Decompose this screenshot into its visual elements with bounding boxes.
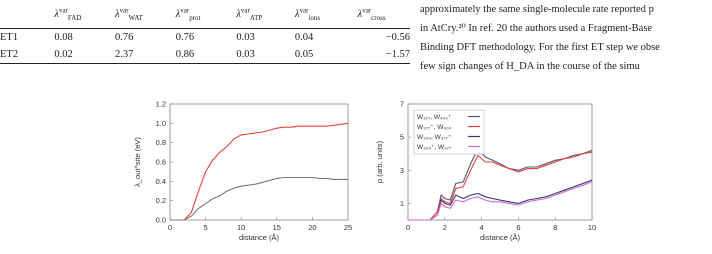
table-header-wat: $\lambda^{var}_{WAT}$ [115, 6, 143, 22]
table-cell: 0.04 [294, 32, 314, 43]
legend-label: W₃₂₄, W₃₇₇⁺ [417, 134, 452, 141]
table-header-blank [0, 0, 54, 29]
x-tick-label: 4 [479, 223, 484, 232]
y-tick-label: 0.2 [155, 196, 166, 206]
table-header-atp: $\lambda^{var}_{ATP}$ [236, 6, 263, 22]
row-label: ET1 [0, 32, 19, 43]
table-cell: 0.86 [175, 49, 195, 60]
x-tick-label: 10 [237, 223, 246, 232]
table-cell: 2.37 [115, 49, 134, 60]
table-row [0, 29, 410, 47]
x-tick-label: 0 [167, 223, 173, 232]
paragraph-line: approximately the same single-molecule rate reported p [420, 4, 654, 15]
table-cell: 0.03 [236, 32, 255, 43]
y-tick-label: 5 [399, 132, 404, 142]
series-line [170, 178, 348, 221]
density-distance-chart [372, 96, 602, 254]
row-label: ET2 [0, 49, 19, 60]
y-tick-label: 7 [399, 99, 404, 109]
paragraph-line: in AtCry.²⁰ In ref. 20 the authors used a Fragment-Base [420, 23, 653, 34]
y-tick-label: 0.0 [155, 215, 166, 225]
plot-frame [170, 104, 348, 220]
legend-label: W₃₇₇, W₄₀₀⁺ [417, 114, 452, 121]
x-tick-label: 20 [308, 223, 317, 232]
x-tick-label: 15 [272, 223, 281, 232]
table-header-row [0, 0, 410, 29]
x-tick-label: 8 [553, 223, 558, 232]
series-line [408, 149, 592, 220]
table-cell: 0.08 [54, 32, 73, 43]
table-header-prot: $\lambda^{var}_{prot}$ [175, 6, 201, 22]
series-line [408, 152, 592, 220]
x-tick-label: 6 [516, 223, 521, 232]
y-tick-label: 1 [399, 198, 404, 208]
data-table [0, 0, 410, 64]
legend-label: W₃₇₇⁺, W₄₀₀ [417, 124, 452, 131]
table-cell: −0.56 [385, 32, 410, 43]
y-tick-label: 0.8 [155, 138, 166, 148]
x-tick-label: 10 [587, 223, 597, 232]
y-axis-label: ρ (arb. units) [375, 140, 384, 184]
x-tick-label: 5 [203, 223, 208, 232]
y-tick-label: 0.6 [155, 157, 166, 167]
x-tick-label: 2 [442, 223, 447, 232]
data-table-container [0, 0, 410, 64]
body-paragraph [420, 0, 712, 76]
x-tick-label: 0 [405, 223, 411, 232]
table-header-fad: $\lambda^{var}_{FAD}$ [54, 6, 82, 22]
y-tick-label: 3 [399, 165, 404, 175]
series-line [170, 123, 348, 220]
table-row [0, 46, 410, 64]
table-cell: 0.05 [294, 49, 314, 60]
legend-label: W₃₂₄⁺, W₃₇₇ [417, 144, 452, 151]
table-cell: 0.76 [175, 32, 195, 43]
x-tick-label: 25 [343, 223, 353, 232]
y-axis-label: λ_out^site (eV) [133, 137, 142, 187]
table-header-cross: $\lambda^{var}_{cross}$ [357, 6, 386, 22]
paragraph-line: few sign changes of H_DA in the course of the simu [420, 61, 640, 72]
table-cell: 0.02 [54, 49, 73, 60]
y-tick-label: 1.2 [155, 99, 166, 109]
paragraph-line: Binding DFT methodology. For the first ET step we obse [420, 42, 660, 53]
lambda-distance-chart [128, 96, 358, 254]
y-tick-label: 0.4 [155, 176, 166, 186]
x-axis-label: distance (Å) [479, 233, 521, 242]
table-cell: 0.76 [115, 32, 134, 43]
table-header-ions: $\lambda^{var}_{ions}$ [294, 6, 321, 22]
x-axis-label: distance (Å) [238, 233, 280, 242]
table-cell: −1.57 [385, 49, 410, 60]
table-cell: 0.03 [236, 49, 255, 60]
y-tick-label: 1.0 [155, 118, 166, 128]
